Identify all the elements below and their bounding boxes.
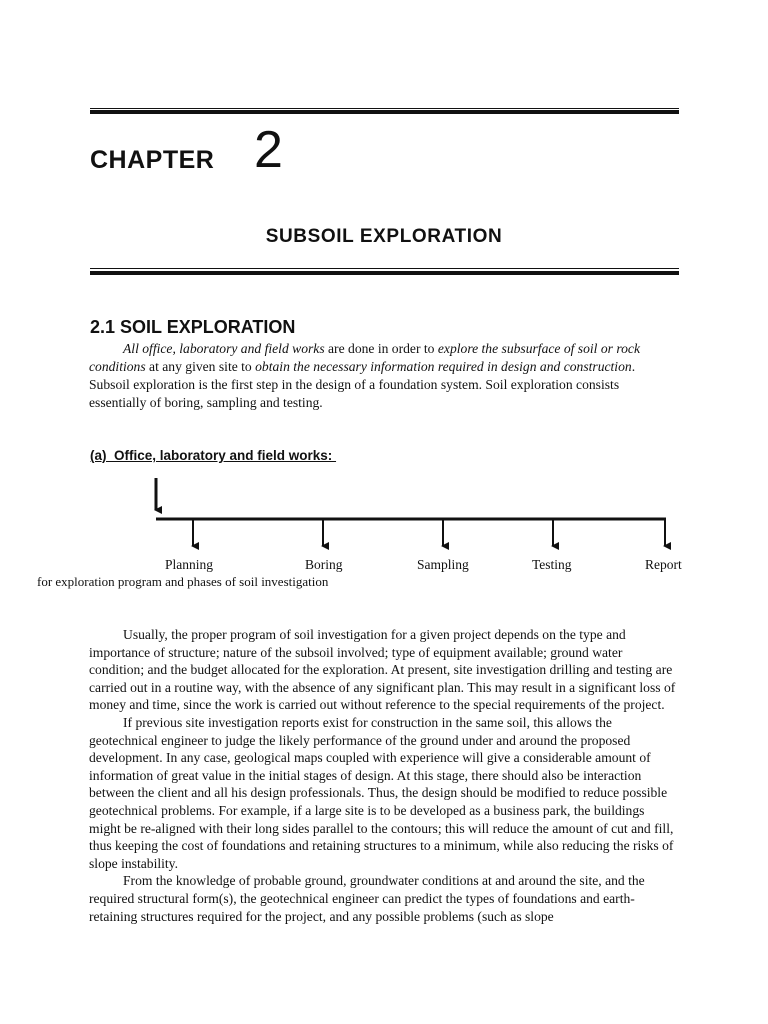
- chapter-number: 2: [254, 121, 283, 179]
- step-report: Report: [645, 557, 682, 572]
- section-heading: 2.1 SOIL EXPLORATION: [90, 317, 296, 337]
- subsection-heading: (a) Office, laboratory and field works:: [90, 448, 337, 463]
- body-text: [89, 626, 679, 925]
- intro-text-2: are done in order to: [324, 341, 438, 356]
- top-rule-thick: [90, 110, 679, 114]
- step-testing: Testing: [532, 557, 572, 572]
- flow-arrows: [0, 470, 768, 560]
- intro-paragraph: [89, 340, 679, 412]
- body-paragraph-3: From the knowledge of probable ground, groundwater conditions at and around the site, and the required structural form(s), the geotechnical engineer can predict the types of foundations and earth-retaining structures required for the project, and any possible problems (such as slope: [89, 873, 645, 924]
- intro-italic-3: explore the subsurface of soil or rock conditions: [89, 341, 640, 375]
- step-sampling: Sampling: [417, 557, 469, 572]
- intro-text-6: . Subsoil exploration is the first step in the design of a foundation system. Soil exploration consists essentially of boring, sampling and testing.: [89, 359, 636, 411]
- body-paragraph-1: Usually, the proper program of soil investigation for a given project depends on the type and importance of structure; nature of the subsoil involved; type of equipment available; ground water condition; and the budget allocated for the exploration. At present, site investigation drilling and testing are carried out in a routine way, with the absence of any significant plan. This may result in a significant loss of money and time, since the work is carried out without reference to the special requirements of the project.: [89, 627, 676, 713]
- body-paragraph-2: If previous site investigation reports exist for construction in the same soil, this allows the geotechnical engineer to judge the likely performance of the ground under and around the proposed development. In any case, geological maps coupled with experience will give a considerable amount of information of great value in the initial stages of design. At this stage, there should also be interaction between the client and all his design professionals. Thus, the design should be modified to reduce possible geotechnical problems. For example, if a large site is to be developed as a business park, the buildings might be re-aligned with their long sides parallel to the contours; this will reduce the amount of cut and fill, thus keeping the cost of foundations and retaining structures to a minimum, while also reducing the risks of slope instability.: [89, 714, 674, 871]
- title-rule-thick: [90, 271, 679, 275]
- chapter-label: CHAPTER: [90, 146, 215, 174]
- step-boring: Boring: [305, 557, 343, 572]
- flow-caption: for exploration program and phases of soil investigation: [37, 574, 329, 589]
- flow-diagram: [0, 470, 768, 600]
- title-rule-thin: [90, 268, 679, 269]
- intro-text-4: at any given site to: [145, 359, 256, 375]
- top-rule-thin: [90, 108, 679, 109]
- step-planning: Planning: [165, 557, 214, 572]
- intro-italic-5: obtain the necessary information required in design and construction: [255, 359, 632, 375]
- chapter-title: SUBSOIL EXPLORATION: [265, 226, 503, 247]
- intro-italic-1: All office, laboratory and field works: [123, 341, 325, 356]
